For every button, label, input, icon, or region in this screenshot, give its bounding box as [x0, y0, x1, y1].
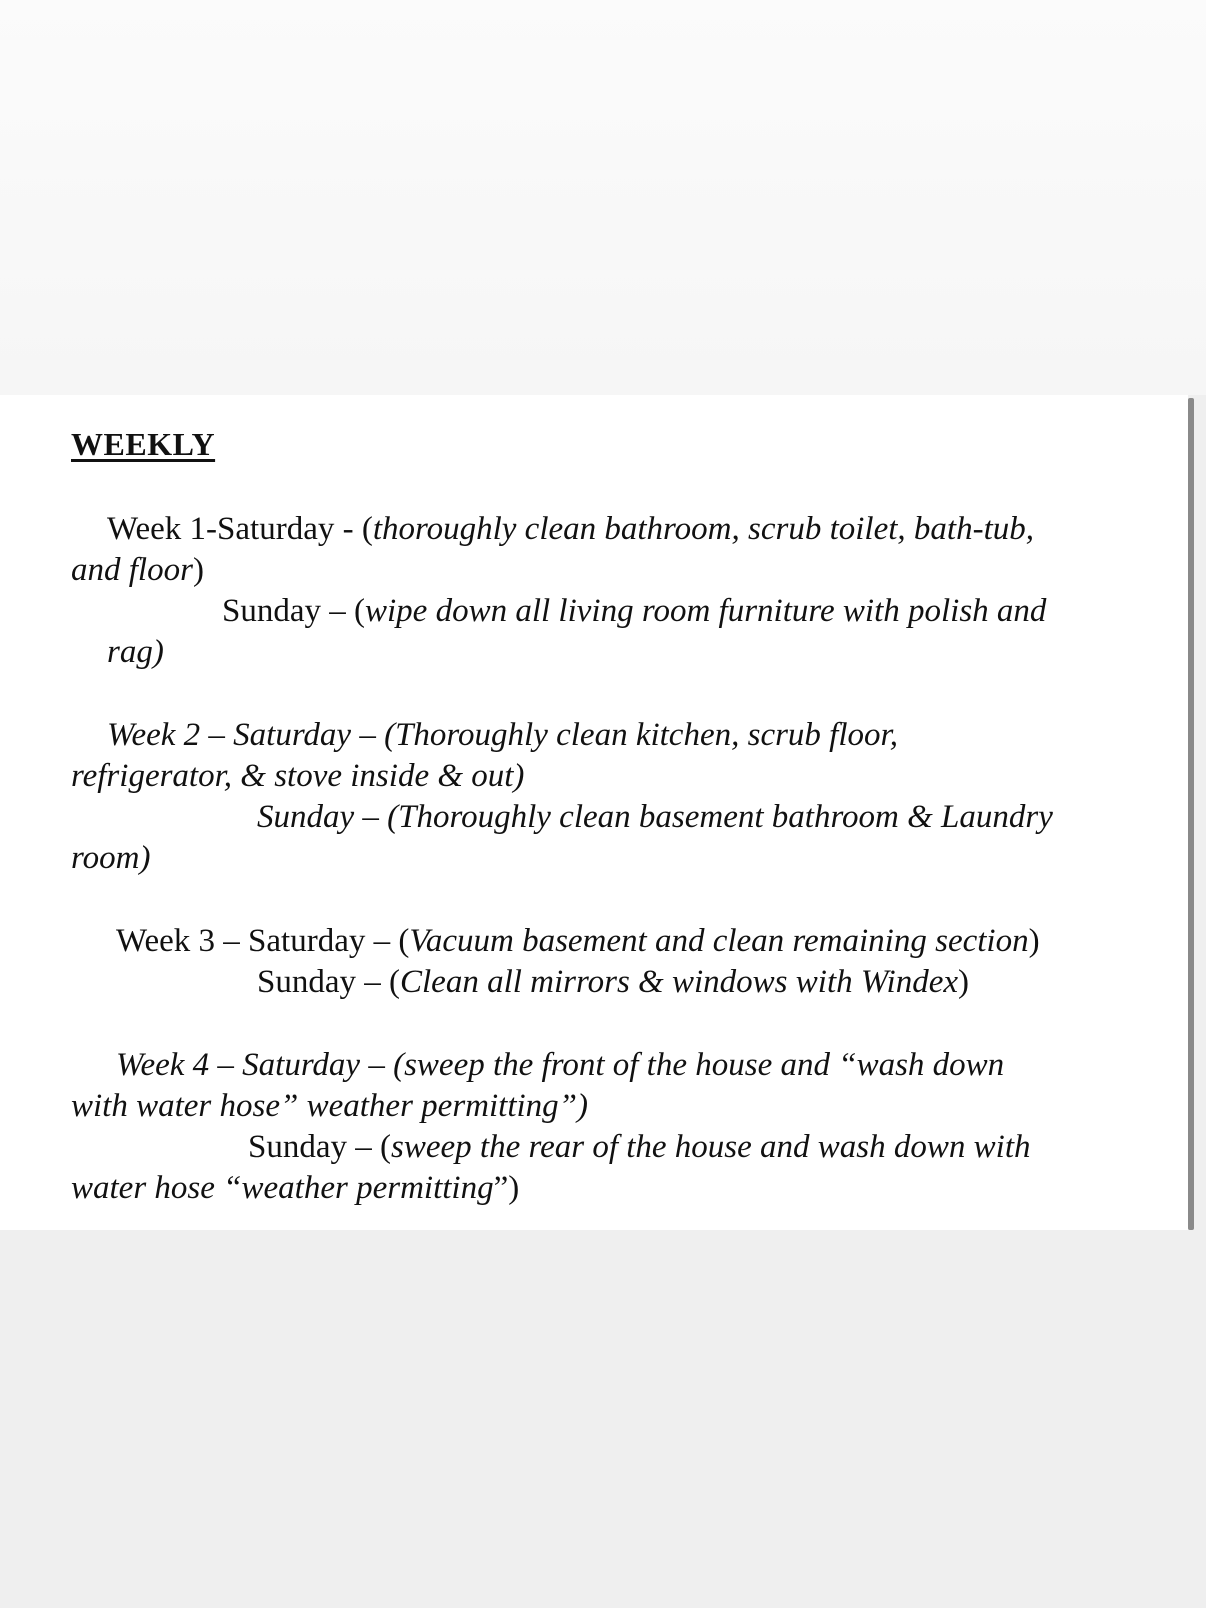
- week-2-saturday-line: Week 2 – Saturday – (Thoroughly clean kitchen, scrub floor,: [107, 717, 898, 753]
- week-3-sunday-close: ): [958, 964, 969, 1000]
- week-4-sunday-close: ”): [493, 1170, 520, 1206]
- week-2-sunday-continuation: room): [71, 840, 151, 876]
- week-2-sunday-line: Sunday – (Thoroughly clean basement bathroom & Laundry: [257, 799, 1053, 835]
- week-4-sunday-task: sweep the rear of the house and wash down with: [391, 1129, 1031, 1165]
- week-1-saturday-close: ): [192, 552, 204, 588]
- week-4-sunday-label: Sunday – (: [248, 1129, 391, 1165]
- week-1-sunday-line: [222, 591, 1046, 631]
- week-4-saturday-line: Week 4 – Saturday – (sweep the front of the house and “wash down: [116, 1047, 1005, 1083]
- week-3-sunday-line: [257, 962, 969, 1002]
- week-1-sunday-task: wipe down all living room furniture with polish and: [365, 593, 1047, 629]
- week-1-saturday-label: Week 1-Saturday - (: [107, 511, 373, 547]
- week-1-saturday-continuation: [71, 550, 204, 590]
- week-3-sunday-task: Clean all mirrors & windows with Windex: [400, 964, 958, 1000]
- week-1-saturday-task: thoroughly clean bathroom, scrub toilet, bath-tub,: [372, 511, 1034, 547]
- weekly-heading: WEEKLY: [71, 426, 216, 462]
- week-1-sunday-label: Sunday – (: [222, 593, 365, 629]
- week-1-saturday-task-end: and floor: [71, 552, 193, 588]
- week-1-saturday-line: [107, 509, 1034, 549]
- bottom-margin-area: [0, 1230, 1206, 1608]
- week-1-sunday-continuation: rag): [107, 634, 164, 670]
- week-3-saturday-line: [116, 921, 1040, 961]
- week-2-saturday-continuation: refrigerator, & stove inside & out): [71, 758, 525, 794]
- week-4-saturday-continuation: with water hose” weather permitting”): [71, 1088, 589, 1124]
- top-margin-area: [0, 0, 1206, 395]
- week-4-sunday-task-end: water hose “weather permitting: [71, 1170, 494, 1206]
- document-scrollbar[interactable]: [1188, 398, 1194, 1230]
- week-3-saturday-task: Vacuum basement and clean remaining section: [409, 923, 1029, 959]
- week-4-sunday-line: [248, 1127, 1031, 1167]
- week-3-sunday-label: Sunday – (: [257, 964, 400, 1000]
- week-3-saturday-close: ): [1028, 923, 1040, 959]
- week-3-saturday-label: Week 3 – Saturday – (: [116, 923, 410, 959]
- week-4-sunday-continuation: [71, 1168, 519, 1208]
